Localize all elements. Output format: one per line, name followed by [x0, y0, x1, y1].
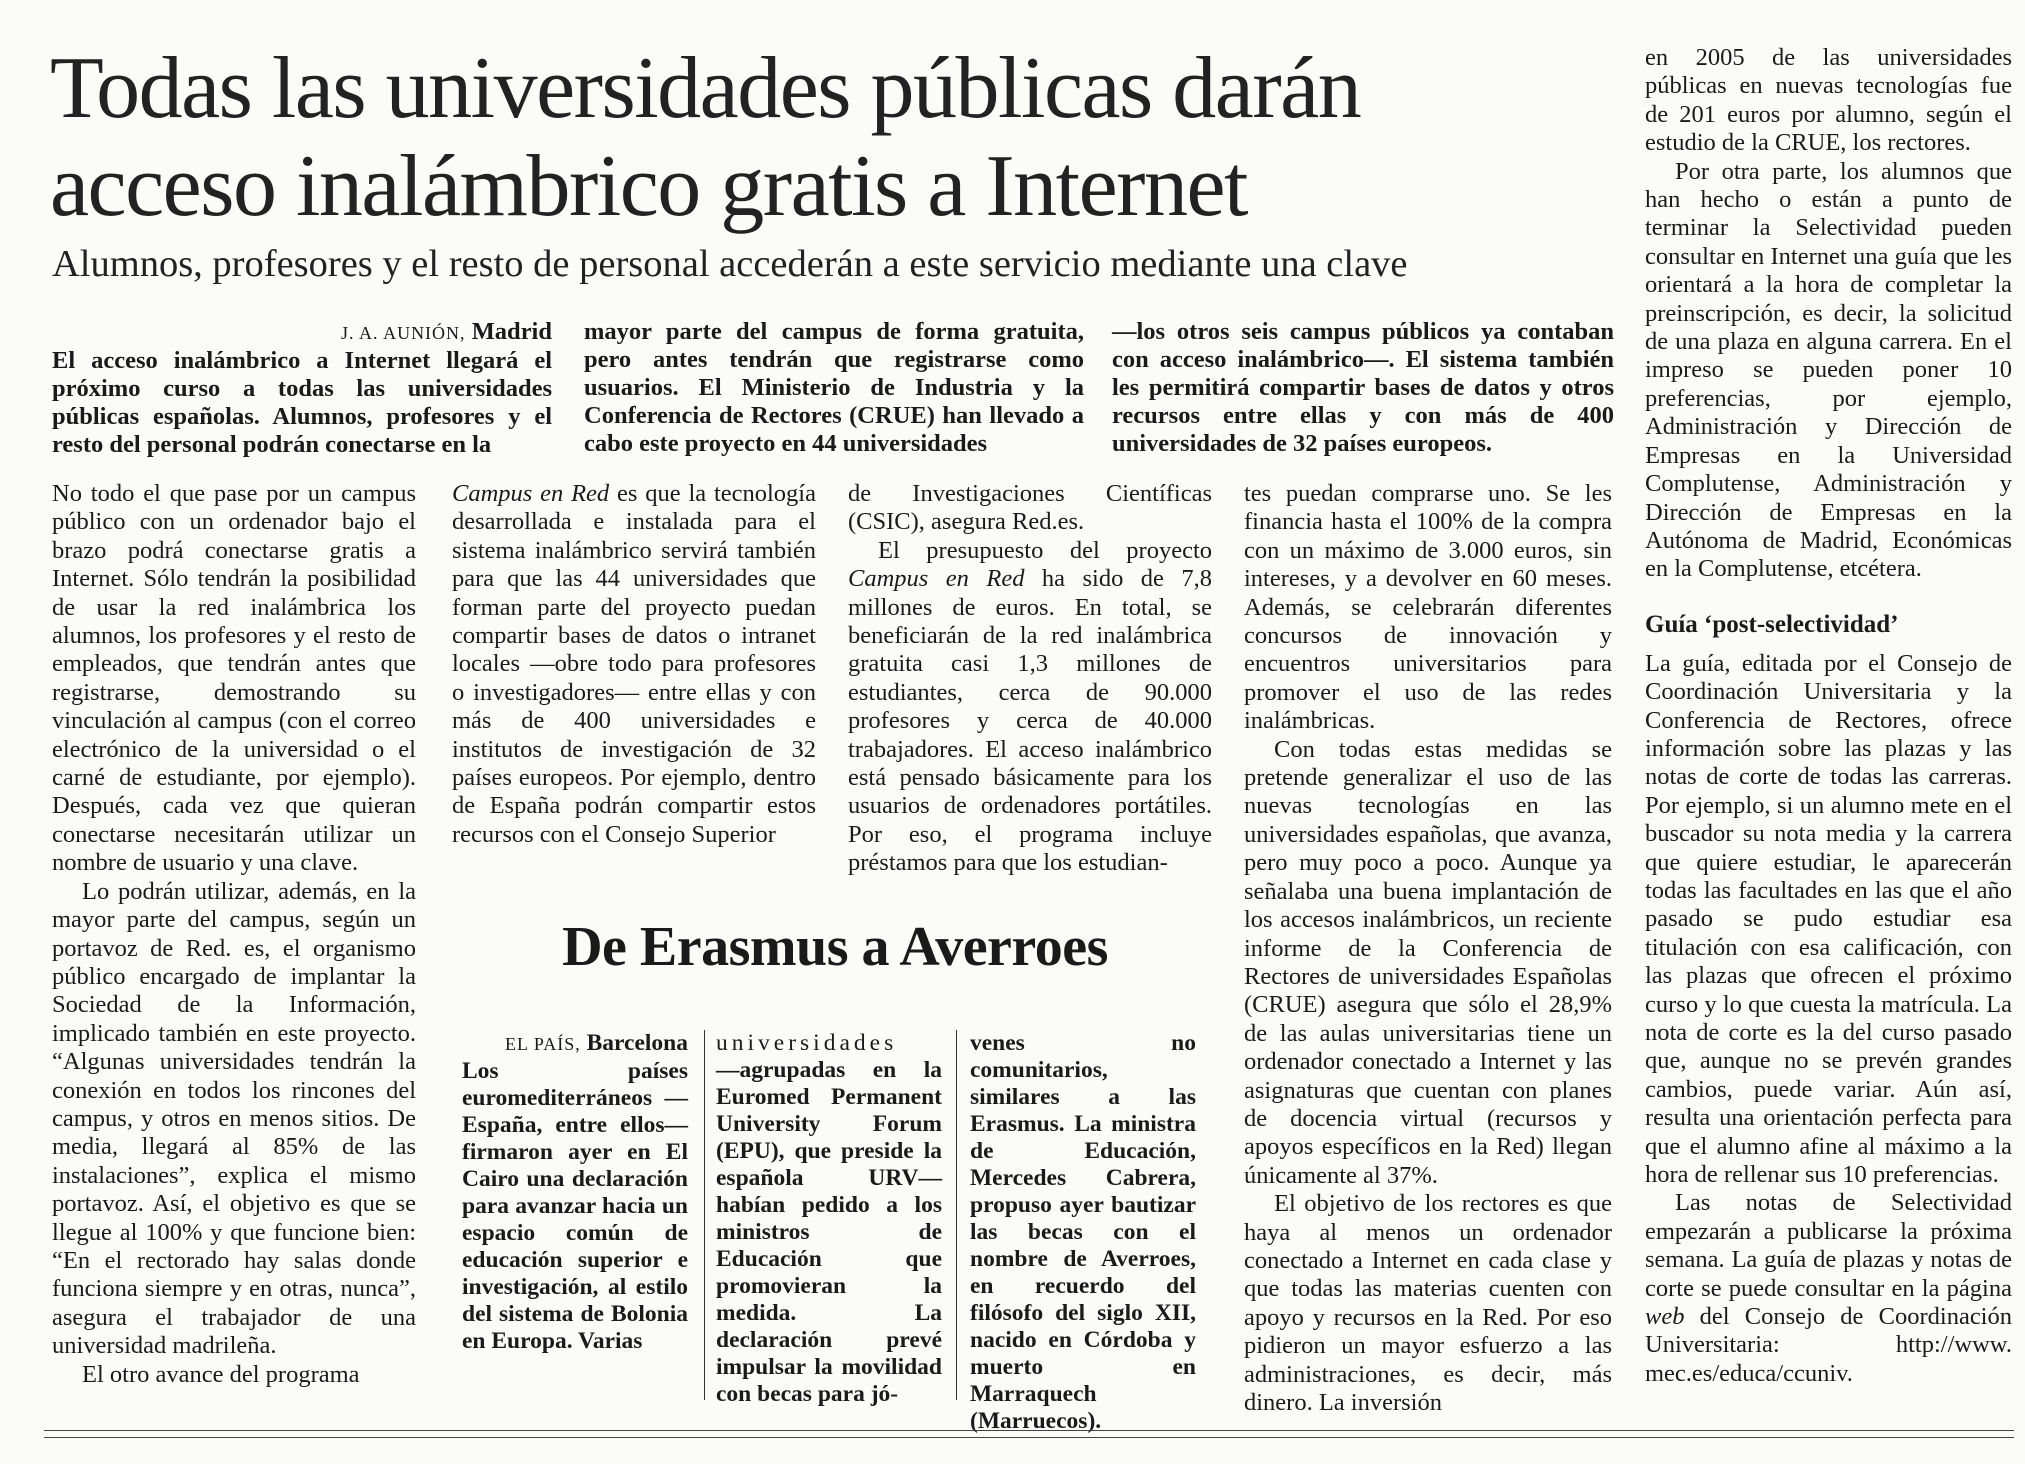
paragraph: Con todas estas medidas se pretende generalizar el uso de las nuevas tecnologías en las universidades españolas, que avanza, pero muy poco a poco. Aunque ya señalaba una buena implantación de los accesos inalámbricos, un reciente informe de la Conferencia de Rectores de universidades Españolas (CRUE) asegura que sólo el 28,9% de las aulas universitarias tiene un ordenador conectado a Internet y las asignaturas que cuentan con planes de docencia virtual (recursos y apoyos específicos en la Red) llegan únicamente al 37%. — [1244, 735, 1612, 1189]
box-byline-place: Barcelona — [586, 1030, 688, 1056]
section-subtitle: Guía ‘post-selectividad’ — [1645, 610, 1899, 638]
paragraph-text: El presupuesto del proyecto — [878, 536, 1212, 564]
paragraph: Por otra parte, los alumnos que han hecho o están a punto de terminar la Selectividad pueden consultar en Internet una guía que les orientará a la hora de completar la preinscripción, es decir, la solicitud de una plaza en alguna carrera. En el impreso se pueden poner 10 preferencias, por ejemplo, Administración y Dirección de Empresas en la Universidad Complutense, Administración y Dirección de Empresas en la Autónoma de Madrid, Económicas en la Complutense, etcétera. — [1645, 157, 2012, 583]
lead-column-3: —los otros seis campus públicos ya contaban con acceso inalámbrico—. El sistema también les permitirá compartir bases de datos y otros recursos entre ellas y con más de 400 universidades de 32 países europeos. — [1112, 318, 1614, 457]
byline-author: J. A. AUNIÓN, — [341, 323, 466, 343]
headline — [50, 40, 1610, 236]
body-column-3 — [848, 480, 1212, 878]
box-byline — [462, 1030, 688, 1058]
body-column-1 — [52, 480, 416, 1389]
paragraph: El objetivo de los rectores es que haya al menos un ordenador conectado a Internet en cada clase y que todas las materias cuenten con apoyo y recursos en la Red. Por eso pidieron un mayor esfuerzo a las administraciones, es decir, más dinero. La inversión — [1244, 1190, 1612, 1416]
italic-project-name: Campus en Red — [848, 565, 1025, 593]
box-column-2 — [716, 1030, 942, 1408]
box-title: De Erasmus a Averroes — [562, 916, 1108, 978]
paragraph-text: del Consejo de Coordinación Universitaria: http://www. mec.es/educa/ccuniv. — [1645, 1303, 2012, 1387]
box-spaced-word: universidades — [716, 1030, 898, 1056]
paragraph: La guía, editada por el Consejo de Coordinación Universitaria y la Conferencia de Rectores, ofrece información sobre las plazas y las notas de corte de todas las carreras. Por ejemplo, si un alumno mete en el buscador su nota media y la carrera que quiere estudiar, le aparecerán todas las facultades en las que el año pasado se pudo estudiar esa titulación con esa calificación, con las plazas que ofrecen el próximo curso y lo que cuesta la matrícula. La nota de corte es la del curso pasado que, aunque no se prevén grandes cambios, puede variar. Aún así, resulta una orientación perfecta para que el alumno afine al máximo a la hora de rellenar sus 10 preferencias. — [1645, 649, 2012, 1189]
body-column-2 — [452, 480, 816, 849]
box-text-1: Los países euromediterráneos —España, entre ellos— firmaron ayer en El Cairo una declaración para avanzar hacia un espacio común de educación superior e investigación, al estilo del sistema de Bolonia en Europa. Varias — [462, 1058, 688, 1354]
bottom-rule — [44, 1430, 2014, 1431]
paragraph: El otro avance del programa — [82, 1360, 360, 1388]
italic-word: web — [1645, 1303, 1685, 1331]
paragraph: en 2005 de las universidades públicas en nuevas tecnologías fue de 201 euros por alumno, según el estudio de la CRUE, los rectores. — [1645, 44, 2012, 157]
body-column-5 — [1645, 44, 2012, 1388]
paragraph: tes puedan comprarse uno. Se les financia hasta el 100% de la compra con un máximo de 3.000 euros, sin intereses, y a devolver en 60 meses. Además, se celebrarán diferentes concursos de innovación y encuentros universitarios para promover el uso de las redes inalámbricas. — [1244, 480, 1612, 735]
lead-text-1: El acceso inalámbrico a Internet llegará el próximo curso a todas las universidades públicas españolas. Alumnos, profesores y el resto del personal podrán conectarse en la — [52, 347, 552, 458]
column-divider — [704, 1030, 705, 1400]
paragraph-text: ha sido de 7,8 millones de euros. En total, se beneficiarán de la red inalámbrica gratuita casi 1,3 millones de estudiantes, cerca de 90.000 profesores y cerca de 40.000 trabajadores. El acceso inalámbrico está pensado básicamente para los usuarios de ordenadores portátiles. Por eso, el programa incluye préstamos para que los estudian- — [848, 565, 1213, 877]
box-column-1 — [462, 1030, 688, 1355]
paragraph — [848, 537, 1212, 878]
paragraph — [452, 480, 816, 849]
paragraph: de Investigaciones Científicas (CSIC), asegura Red.es. — [848, 480, 1212, 536]
italic-project-name: Campus en Red — [452, 480, 610, 507]
byline — [52, 318, 552, 347]
column-divider — [956, 1030, 957, 1400]
box-byline-paper: EL PAÍS, — [505, 1034, 581, 1054]
headline-line-1: Todas las universidades públicas darán — [50, 40, 1361, 137]
subheadline: Alumnos, profesores y el resto de personal accederán a este servicio mediante una clave — [52, 243, 1408, 285]
paragraph: Lo podrán utilizar, además, en la mayor parte del campus, según un portavoz de Red. es, el organismo público encargado de implantar la Sociedad de la Información, implicado también en este proyecto. “Algunas universidades tendrán la conexión en todos los rincones del campus, y otros en menos sitios. De media, llegará al 85% de las instalaciones”, explica el mismo portavoz. Así, el objetivo es que se llegue al 100% y que funcione bien: “En el rectorado hay salas donde funciona siempre y en otras, nunca”, asegura el trabajador de una universidad madrileña. — [52, 877, 416, 1360]
headline-line-2: acceso inalámbrico gratis a Internet — [50, 138, 1247, 235]
lead-column-2: mayor parte del campus de forma gratuita, pero antes tendrán que registrarse como usuarios. El Ministerio de Industria y la Conferencia de Rectores (CRUE) han llevado a cabo este proyecto en 44 universidades — [584, 318, 1084, 457]
body-column-4 — [1244, 480, 1612, 1417]
bottom-rule — [44, 1437, 2014, 1438]
box-text-3: venes no comunitarios, similares a las Erasmus. La ministra de Educación, Mercedes Cabrera, propuso ayer bautizar las becas con el nombre de Averroes, en recuerdo del filósofo del siglo XII, nacido en Córdoba y muerto en Marraquech (Marruecos). — [970, 1030, 1196, 1434]
byline-place: Madrid — [471, 318, 552, 345]
paragraph-text: Las notas de Selectividad empezarán a publicarse la próxima semana. La guía de plazas y notas de corte se puede consultar en la página — [1645, 1189, 2012, 1302]
paragraph: No todo el que pase por un campus público con un ordenador bajo el brazo podrá conectarse gratis a Internet. Sólo tendrán la posibilidad de usar la red inalámbrica los alumnos, los profesores y el resto de empleados, que tendrán antes que registrarse, demostrando su vinculación al campus (con el correo electrónico de la universidad o el carné de estudiante, por ejemplo). Después, cada vez que quieran conectarse necesitarán utilizar un nombre de usuario y una clave. — [52, 480, 416, 877]
box-column-3 — [970, 1030, 1196, 1435]
paragraph — [1645, 1189, 2012, 1388]
paragraph-text: es que la tecnología desarrollada e instalada para el sistema inalámbrico servirá también para que las 44 universidades que forman parte del proyecto puedan compartir bases de datos o intranet locales —obre todo para profesores o investigadores— entre ellas y con más de 400 universidades e institutos de investigación de 32 países europeos. Por ejemplo, dentro de España podrán compartir estos recursos con el Consejo Superior — [452, 480, 816, 848]
box-text-2: —agrupadas en la Euromed Permanent University Forum (EPU), que preside la española URV— habían pedido a los ministros de Educación que promovieran la medida. La declaración prevé impulsar la movilidad con becas para jó- — [716, 1057, 942, 1407]
lead-column-1 — [52, 318, 552, 459]
